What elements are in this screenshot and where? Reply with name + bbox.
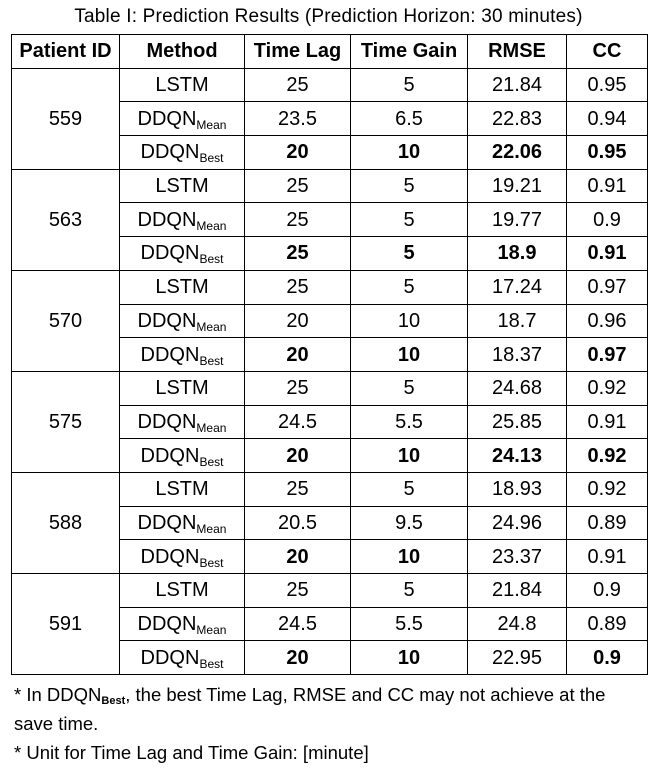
cc-cell: 0.89 xyxy=(567,607,648,641)
method-name: DDQN xyxy=(140,242,200,265)
method-cell xyxy=(120,405,245,439)
cc-cell: 0.91 xyxy=(567,237,648,271)
header-method: Method xyxy=(120,35,245,69)
method-subscript: Best xyxy=(199,454,224,469)
cc-cell: 0.97 xyxy=(567,270,648,304)
rmse-cell: 24.96 xyxy=(468,506,567,540)
cc-cell: 0.91 xyxy=(567,169,648,203)
method-cell xyxy=(120,506,245,540)
header-time-lag: Time Lag xyxy=(245,35,351,69)
method-name: LSTM xyxy=(155,478,209,501)
method-subscript: Best xyxy=(199,555,224,570)
time-lag-cell: 25 xyxy=(245,237,351,271)
header-patient-id: Patient ID xyxy=(12,35,120,69)
table-row xyxy=(12,68,648,102)
method-subscript: Mean xyxy=(196,521,227,536)
cc-cell: 0.97 xyxy=(567,338,648,372)
time-gain-cell: 10 xyxy=(351,540,468,574)
time-lag-cell: 25 xyxy=(245,371,351,405)
time-lag-cell: 20 xyxy=(245,641,351,675)
method-name: DDQN xyxy=(140,343,200,366)
footnote-best xyxy=(14,680,644,738)
rmse-cell: 25.85 xyxy=(468,405,567,439)
table-row xyxy=(12,371,648,405)
method-name: LSTM xyxy=(155,579,209,602)
patient-id-cell: 588 xyxy=(12,472,120,573)
time-gain-cell: 5.5 xyxy=(351,405,468,439)
patient-id-cell: 570 xyxy=(12,270,120,371)
rmse-cell: 17.24 xyxy=(468,270,567,304)
rmse-cell: 18.7 xyxy=(468,304,567,338)
table-row xyxy=(12,574,648,608)
footnote-best-prefix: * In DDQN xyxy=(14,684,102,705)
method-cell xyxy=(120,607,245,641)
table-header-row xyxy=(12,35,648,69)
time-gain-cell: 10 xyxy=(351,439,468,473)
method-subscript: Mean xyxy=(196,319,227,334)
method-subscript: Mean xyxy=(196,117,227,132)
time-gain-cell: 10 xyxy=(351,641,468,675)
time-gain-cell: 9.5 xyxy=(351,506,468,540)
rmse-cell: 22.83 xyxy=(468,102,567,136)
rmse-cell: 24.13 xyxy=(468,439,567,473)
method-subscript: Best xyxy=(199,353,224,368)
method-name: LSTM xyxy=(155,74,209,97)
method-subscript: Mean xyxy=(196,623,227,638)
time-lag-cell: 20 xyxy=(245,304,351,338)
time-gain-cell: 5 xyxy=(351,574,468,608)
patient-id-cell: 559 xyxy=(12,68,120,169)
method-cell xyxy=(120,338,245,372)
time-gain-cell: 5 xyxy=(351,68,468,102)
rmse-cell: 19.77 xyxy=(468,203,567,237)
method-subscript: Mean xyxy=(196,218,227,233)
rmse-cell: 18.93 xyxy=(468,472,567,506)
method-cell xyxy=(120,371,245,405)
time-gain-cell: 5 xyxy=(351,203,468,237)
footnote-best-subscript: Best xyxy=(101,695,126,707)
method-name: LSTM xyxy=(155,276,209,299)
time-gain-cell: 10 xyxy=(351,338,468,372)
footnote-best-suffix: , the best Time Lag, RMSE and CC may not achieve at the save time. xyxy=(14,684,606,734)
method-cell xyxy=(120,540,245,574)
header-cc: CC xyxy=(567,35,648,69)
method-cell xyxy=(120,237,245,271)
method-cell xyxy=(120,270,245,304)
method-name: DDQN xyxy=(140,141,200,164)
cc-cell: 0.92 xyxy=(567,472,648,506)
cc-cell: 0.9 xyxy=(567,641,648,675)
rmse-cell: 18.9 xyxy=(468,237,567,271)
header-time-gain: Time Gain xyxy=(351,35,468,69)
method-subscript: Best xyxy=(199,656,224,671)
time-gain-cell: 5 xyxy=(351,371,468,405)
patient-id-cell: 563 xyxy=(12,169,120,270)
rmse-cell: 19.21 xyxy=(468,169,567,203)
cc-cell: 0.95 xyxy=(567,68,648,102)
patient-id-cell: 575 xyxy=(12,371,120,472)
rmse-cell: 21.84 xyxy=(468,574,567,608)
time-gain-cell: 5 xyxy=(351,169,468,203)
method-cell xyxy=(120,574,245,608)
method-name: DDQN xyxy=(140,646,200,669)
cc-cell: 0.95 xyxy=(567,136,648,170)
table-body xyxy=(12,68,648,674)
rmse-cell: 22.95 xyxy=(468,641,567,675)
rmse-cell: 22.06 xyxy=(468,136,567,170)
method-cell xyxy=(120,102,245,136)
method-name: LSTM xyxy=(155,377,209,400)
method-name: DDQN xyxy=(137,107,197,130)
method-subscript: Best xyxy=(199,151,224,166)
time-gain-cell: 5 xyxy=(351,270,468,304)
time-gain-cell: 10 xyxy=(351,304,468,338)
method-name: DDQN xyxy=(137,208,197,231)
method-name: DDQN xyxy=(137,410,197,433)
rmse-cell: 24.68 xyxy=(468,371,567,405)
time-gain-cell: 5.5 xyxy=(351,607,468,641)
time-lag-cell: 25 xyxy=(245,472,351,506)
time-lag-cell: 25 xyxy=(245,68,351,102)
table-row xyxy=(12,270,648,304)
method-name: LSTM xyxy=(155,175,209,198)
time-lag-cell: 20 xyxy=(245,338,351,372)
method-subscript: Best xyxy=(199,252,224,267)
time-lag-cell: 20 xyxy=(245,439,351,473)
table-notes xyxy=(14,680,644,767)
time-gain-cell: 5 xyxy=(351,472,468,506)
method-name: DDQN xyxy=(137,309,197,332)
patient-id-cell: 591 xyxy=(12,574,120,675)
cc-cell: 0.9 xyxy=(567,203,648,237)
method-cell xyxy=(120,472,245,506)
time-lag-cell: 20 xyxy=(245,136,351,170)
method-name: DDQN xyxy=(140,444,200,467)
rmse-cell: 24.8 xyxy=(468,607,567,641)
method-cell xyxy=(120,68,245,102)
time-lag-cell: 24.5 xyxy=(245,607,351,641)
time-gain-cell: 5 xyxy=(351,237,468,271)
time-gain-cell: 10 xyxy=(351,136,468,170)
method-name: DDQN xyxy=(137,613,197,636)
method-cell xyxy=(120,304,245,338)
time-lag-cell: 20 xyxy=(245,540,351,574)
rmse-cell: 21.84 xyxy=(468,68,567,102)
cc-cell: 0.91 xyxy=(567,405,648,439)
method-cell xyxy=(120,641,245,675)
time-gain-cell: 6.5 xyxy=(351,102,468,136)
method-name: DDQN xyxy=(140,545,200,568)
cc-cell: 0.89 xyxy=(567,506,648,540)
time-lag-cell: 23.5 xyxy=(245,102,351,136)
cc-cell: 0.9 xyxy=(567,574,648,608)
method-cell xyxy=(120,136,245,170)
cc-cell: 0.94 xyxy=(567,102,648,136)
cc-cell: 0.92 xyxy=(567,371,648,405)
footnote-unit: * Unit for Time Lag and Time Gain: [minute] xyxy=(14,742,369,763)
header-rmse: RMSE xyxy=(468,35,567,69)
table-row xyxy=(12,472,648,506)
method-cell xyxy=(120,439,245,473)
prediction-results-table xyxy=(11,34,648,675)
time-lag-cell: 25 xyxy=(245,270,351,304)
time-lag-cell: 24.5 xyxy=(245,405,351,439)
time-lag-cell: 25 xyxy=(245,574,351,608)
time-lag-cell: 25 xyxy=(245,203,351,237)
time-lag-cell: 25 xyxy=(245,169,351,203)
time-lag-cell: 20.5 xyxy=(245,506,351,540)
table-row xyxy=(12,169,648,203)
method-subscript: Mean xyxy=(196,420,227,435)
cc-cell: 0.92 xyxy=(567,439,648,473)
rmse-cell: 23.37 xyxy=(468,540,567,574)
table-caption: Table I: Prediction Results (Prediction Horizon: 30 minutes) xyxy=(74,6,583,27)
method-cell xyxy=(120,203,245,237)
method-cell xyxy=(120,169,245,203)
cc-cell: 0.96 xyxy=(567,304,648,338)
rmse-cell: 18.37 xyxy=(468,338,567,372)
cc-cell: 0.91 xyxy=(567,540,648,574)
method-name: DDQN xyxy=(137,511,197,534)
